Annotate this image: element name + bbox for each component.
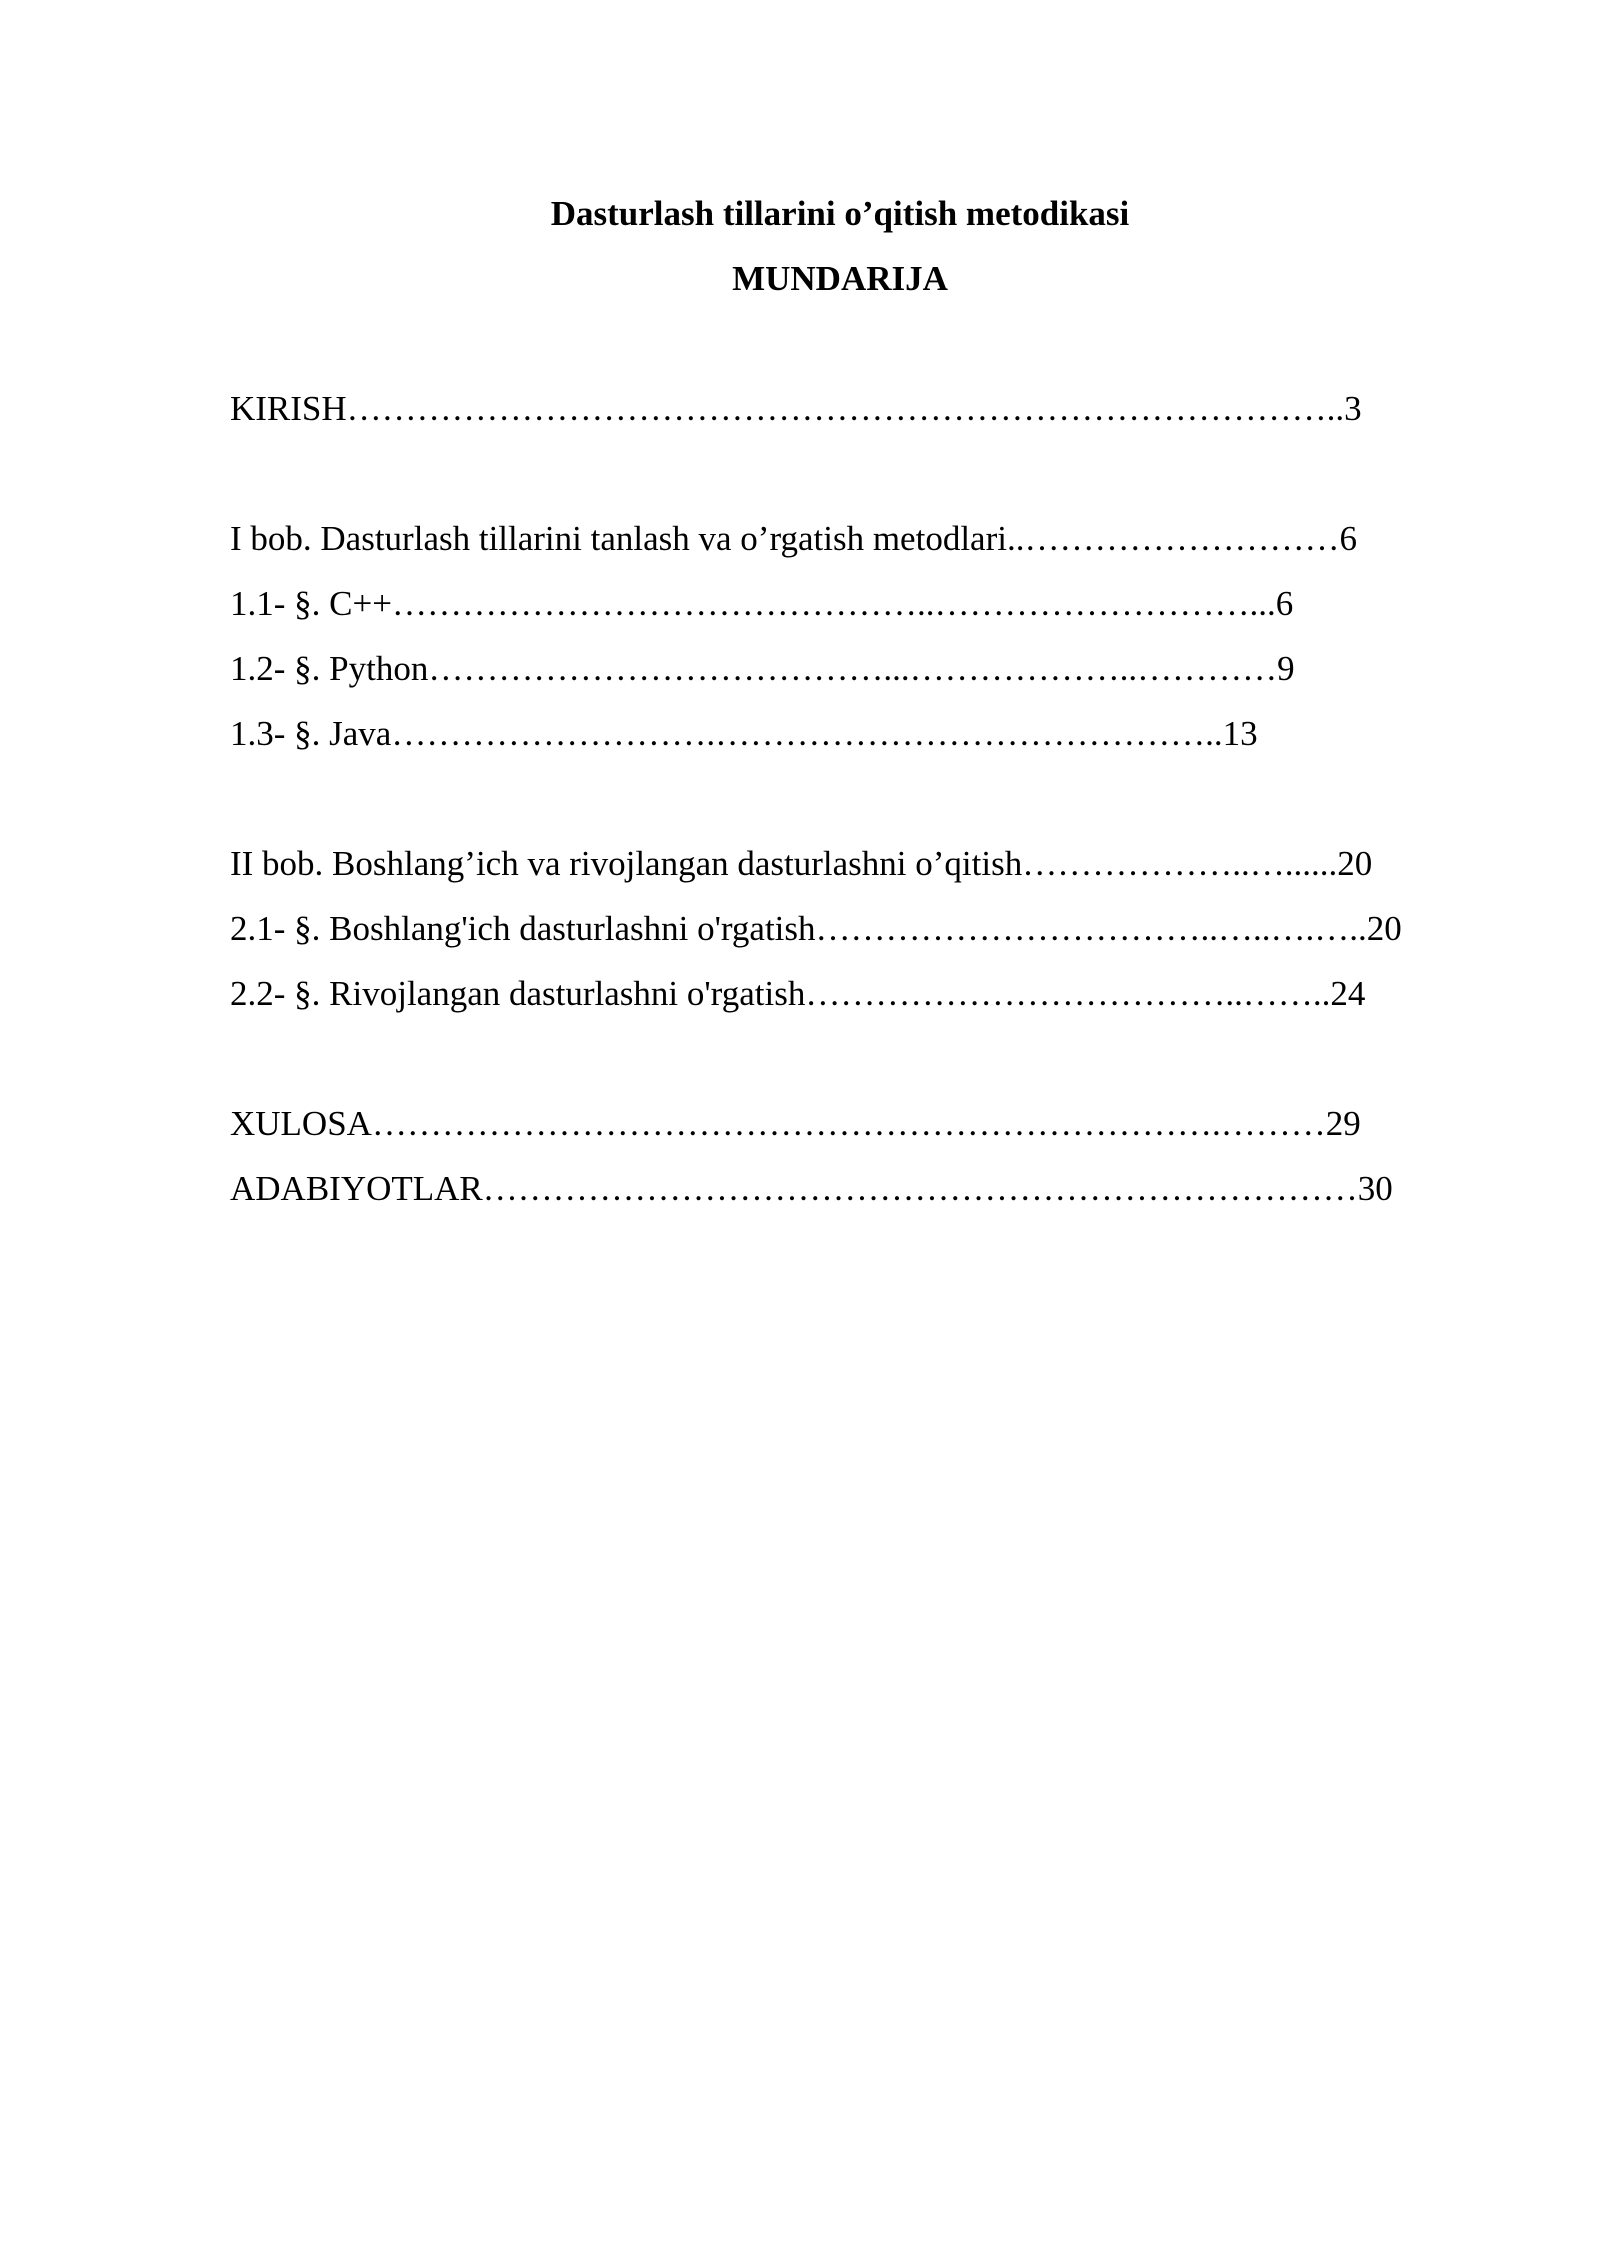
toc-entry-chapter-1: I bob. Dasturlash tillarini tanlash va o’rgatish metodlari..………………………6 (230, 519, 1357, 558)
toc-entry-chapter-2: II bob. Boshlang’ich va rivojlangan dasturlashni o’qitish………………..…......20 (230, 844, 1373, 883)
toc-heading: MUNDARIJA (732, 259, 948, 298)
toc-entry-section-2-1: 2.1- §. Boshlang'ich dasturlashni o'rgatish……………………………..…..….…..20 (230, 909, 1402, 948)
toc-entry-section-1-2: 1.2- §. Python…………………………………...………………..…………9 (230, 649, 1295, 688)
document-title: Dasturlash tillarini o’qitish metodikasi (550, 194, 1130, 233)
toc-entry-section-2-2: 2.2- §. Rivojlangan dasturlashni o'rgatish………………………………..……..24 (230, 974, 1366, 1013)
toc-entry-xulosa: XULOSA……………………………………………………………….………29 (230, 1104, 1361, 1143)
toc-entry-section-1-1: 1.1- §. C++………………………………………..………………………...6 (230, 584, 1294, 623)
toc-entry-kirish: KIRISH…………………………………………………………………………..3 (230, 389, 1362, 428)
toc-entry-adabiyotlar: ADABIYOTLAR…………………………………………………………………30 (230, 1169, 1393, 1208)
toc-entry-section-1-3: 1.3- §. Java……………………….……………………………………..13 (230, 714, 1258, 753)
